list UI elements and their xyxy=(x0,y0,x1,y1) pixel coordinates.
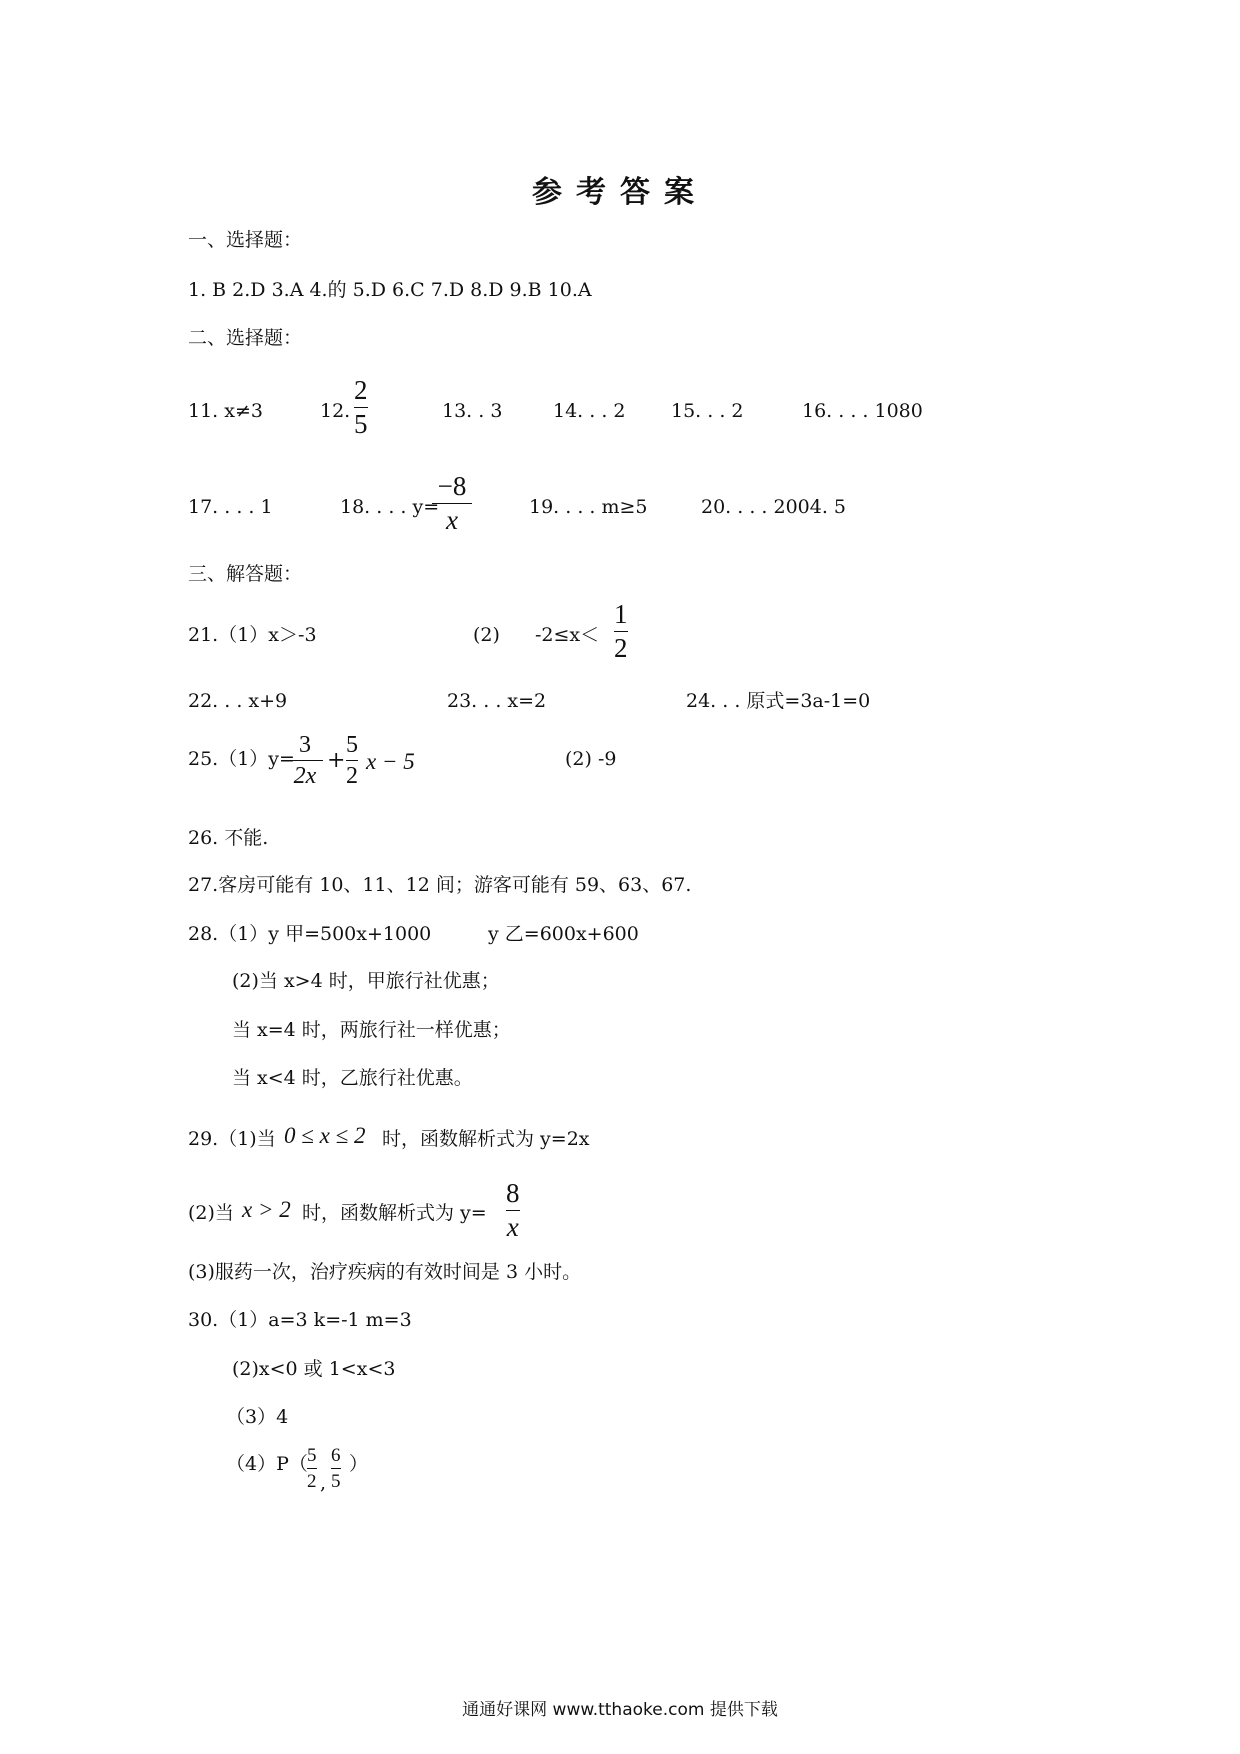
answer-18-label: 18. . . . y= xyxy=(340,496,440,518)
answer-29-part1-post: 时，函数解析式为 y=2x xyxy=(382,1128,590,1150)
answer-11: 11. x≠3 xyxy=(188,400,263,422)
answer-19: 19. . . . m≥5 xyxy=(529,496,648,518)
section-heading-solutions: 三、解答题： xyxy=(188,563,303,585)
fraction-numerator: 2 xyxy=(354,375,368,405)
answer-25-label: 25.（1）y= xyxy=(188,748,295,770)
answer-24: 24. . . 原式=3a-1=0 xyxy=(686,690,871,712)
choice-answers: 1. B 2.D 3.A 4.的 5.D 6.C 7.D 8.D 9.B 10.A xyxy=(188,279,592,301)
answer-29-part1-math: 0 ≤ x ≤ 2 xyxy=(284,1123,366,1148)
answer-18-fraction xyxy=(432,473,472,534)
answer-28-part2b: 当 x=4 时，两旅行社一样优惠； xyxy=(232,1019,511,1041)
answer-29-part2-math: x > 2 xyxy=(242,1197,291,1222)
answer-16: 16. . . . 1080 xyxy=(802,400,923,422)
fraction-denominator: 2 xyxy=(346,763,358,789)
fraction-bar xyxy=(354,407,368,408)
answer-29-part2-post: 时，函数解析式为 y= xyxy=(302,1202,487,1224)
answer-23: 23. . . x=2 xyxy=(447,690,547,712)
answer-21-part2-text: -2≤x＜ xyxy=(535,624,600,646)
fraction-numerator: 1 xyxy=(614,599,628,629)
fraction-bar xyxy=(506,1210,520,1211)
fraction-numerator: −8 xyxy=(437,471,467,501)
answer-20: 20. . . . 2004. 5 xyxy=(701,496,847,518)
answer-30-fraction-1 xyxy=(307,1446,317,1491)
answer-15: 15. . . 2 xyxy=(671,400,744,422)
fraction-numerator: 3 xyxy=(299,732,311,758)
answer-25-fraction-2 xyxy=(346,733,358,788)
answer-21-part2-label: (2) xyxy=(473,624,500,646)
fraction-denominator: 2 xyxy=(614,633,628,663)
answer-29-part2-pre: (2)当 xyxy=(188,1202,234,1224)
fraction-bar xyxy=(614,631,628,632)
section-heading-choice: 一、选择题： xyxy=(188,229,303,251)
fraction-numerator: 5 xyxy=(307,1445,317,1466)
answer-25-fraction-1 xyxy=(287,733,323,788)
answer-30-part4-post: ） xyxy=(349,1453,369,1475)
answer-25-part2: (2) -9 xyxy=(565,748,617,770)
fraction-bar xyxy=(307,1468,317,1469)
answer-29-part3: (3)服药一次，治疗疾病的有效时间是 3 小时。 xyxy=(188,1261,582,1283)
fraction-bar xyxy=(331,1468,341,1469)
fraction-denominator: 2x xyxy=(293,763,317,789)
fraction-bar xyxy=(432,503,472,504)
fraction-numerator: 6 xyxy=(331,1445,341,1466)
answer-25-rest: x − 5 xyxy=(366,749,415,774)
answer-28-part2c: 当 x<4 时，乙旅行社优惠。 xyxy=(232,1067,473,1089)
answer-26: 26. 不能. xyxy=(188,827,269,849)
answer-28-part1: 28.（1）y 甲=500x+1000 xyxy=(188,923,432,945)
answer-29-fraction xyxy=(506,1180,520,1241)
answer-30-comma: , xyxy=(320,1472,327,1494)
answer-27: 27.客房可能有 10、11、12 间；游客可能有 59、63、67. xyxy=(188,874,692,896)
answer-14: 14. . . 2 xyxy=(553,400,626,422)
answer-12-fraction xyxy=(354,377,368,438)
answer-28-part2a: (2)当 x>4 时，甲旅行社优惠； xyxy=(232,970,500,992)
fraction-bar xyxy=(287,760,323,761)
answer-30-part3: （3）4 xyxy=(226,1406,289,1428)
answer-17: 17. . . . 1 xyxy=(188,496,273,518)
answer-30-part1: 30.（1）a=3 k=-1 m=3 xyxy=(188,1309,412,1331)
fraction-denominator: x xyxy=(446,505,458,535)
fraction-denominator: 5 xyxy=(354,409,368,439)
answer-21-part1: 21.（1）x＞-3 xyxy=(188,624,317,646)
answer-13: 13. . 3 xyxy=(442,400,503,422)
answer-21-fraction xyxy=(614,601,628,662)
fraction-denominator: x xyxy=(506,1212,519,1242)
answer-30-part2: (2)x<0 或 1<x<3 xyxy=(232,1358,396,1380)
answer-22: 22. . . x+9 xyxy=(188,690,288,712)
answer-12-label: 12. xyxy=(320,400,351,422)
answer-29-part1-pre: 29.（1)当 xyxy=(188,1128,276,1150)
answer-30-fraction-2 xyxy=(331,1446,341,1491)
page-footer: 通通好课网 www.tthaoke.com 提供下载 xyxy=(462,1700,778,1720)
section-heading-fill: 二、选择题： xyxy=(188,327,303,349)
fraction-denominator: 5 xyxy=(331,1471,341,1492)
fraction-denominator: 2 xyxy=(307,1471,317,1492)
fraction-bar xyxy=(346,760,358,761)
fraction-numerator: 8 xyxy=(506,1178,520,1208)
page-title: 参考答案 xyxy=(532,175,708,210)
answer-25-plus: + xyxy=(327,748,346,773)
answer-28-part1b: y 乙=600x+600 xyxy=(488,923,639,945)
fraction-numerator: 5 xyxy=(346,732,358,758)
answer-30-part4-pre: （4）P（ xyxy=(226,1453,308,1475)
